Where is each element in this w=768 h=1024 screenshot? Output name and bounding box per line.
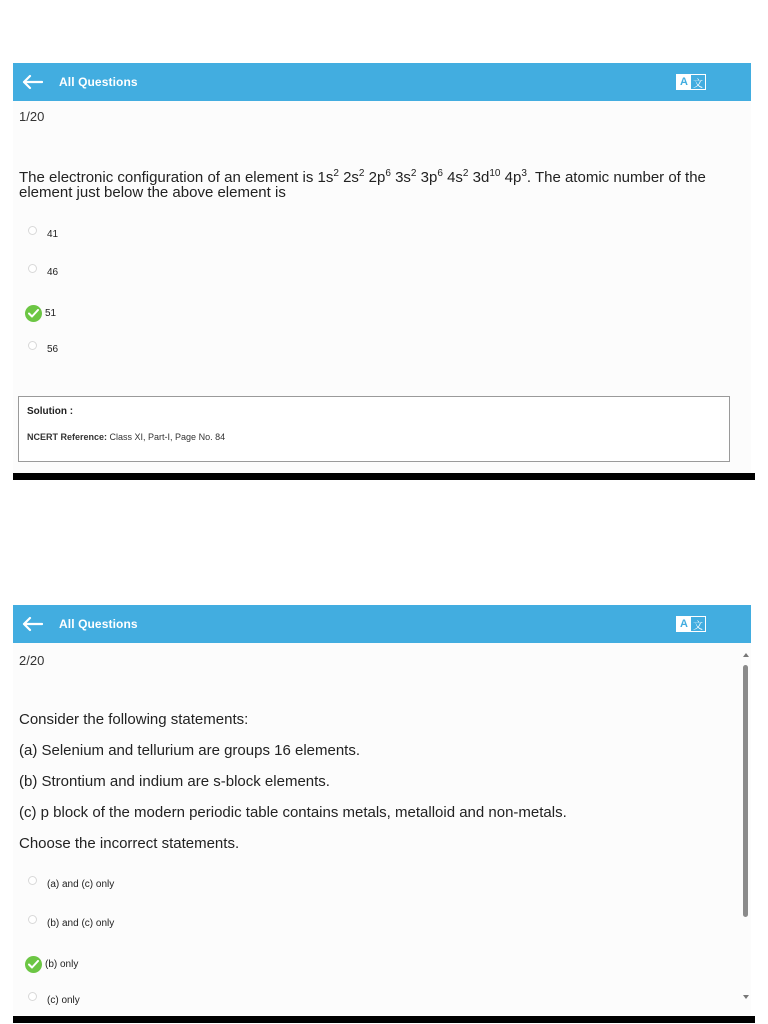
option-label: (a) and (c) only (47, 879, 115, 890)
radio-button[interactable] (28, 992, 37, 1001)
checkmark-icon[interactable] (25, 305, 42, 322)
divider-bar (13, 1016, 755, 1023)
header-title[interactable]: All Questions (59, 617, 138, 631)
answer-option[interactable] (25, 344, 58, 355)
back-arrow-icon[interactable] (21, 614, 45, 634)
config-term (447, 169, 468, 186)
scroll-up-icon[interactable] (743, 653, 749, 657)
config-term-base: 3s (395, 169, 411, 186)
solution-box (18, 396, 730, 462)
answer-option[interactable] (25, 918, 114, 929)
back-arrow-icon[interactable] (21, 72, 45, 92)
question-line: (c) p block of the modern periodic table contains metals, metalloid and non-metals. (19, 804, 567, 821)
config-term-sup: 6 (385, 168, 391, 179)
question-line: (a) Selenium and tellurium are groups 16 elements. (19, 742, 361, 759)
question-counter: 1/20 (19, 109, 45, 124)
config-term (421, 169, 443, 186)
top-bar (13, 63, 751, 101)
question-line: Choose the incorrect statements. (19, 835, 240, 852)
question-panel-2 (13, 605, 751, 1015)
scroll-down-icon[interactable] (743, 995, 749, 999)
divider-bar (13, 473, 755, 480)
question-text (19, 170, 745, 200)
ncert-reference-label: NCERT Reference: (27, 432, 108, 442)
option-label: 41 (47, 229, 59, 240)
config-term-sup: 3 (521, 168, 527, 179)
question-suffix: . The atomic number of the element just below the above element is (19, 169, 706, 201)
answer-option[interactable] (25, 879, 114, 890)
config-term (343, 169, 364, 186)
answer-option[interactable] (25, 995, 80, 1006)
translate-icon[interactable] (676, 616, 706, 632)
radio-button[interactable] (28, 341, 37, 350)
solution-title: Solution : (27, 406, 74, 417)
option-label: (c) only (47, 995, 80, 1006)
option-label: 56 (47, 344, 59, 355)
config-term-sup: 2 (410, 168, 417, 179)
question-counter: 2/20 (19, 653, 45, 668)
question-line: Consider the following statements: (19, 711, 249, 728)
config-term-base: 2p (368, 169, 386, 186)
translate-icon-b: 文 (693, 620, 703, 632)
answer-option[interactable] (25, 956, 78, 973)
config-term-sup: 2 (462, 168, 469, 179)
option-label: 51 (45, 308, 57, 319)
translate-icon-a: A (677, 617, 691, 631)
electron-configuration (318, 169, 527, 186)
config-term-base: 3d (472, 169, 490, 186)
radio-button[interactable] (28, 915, 37, 924)
question-prefix: The electronic configuration of an element is (19, 169, 318, 186)
config-term-sup: 2 (358, 168, 365, 179)
config-term-base: 2s (343, 169, 359, 186)
option-label: (b) and (c) only (47, 918, 115, 929)
answer-option[interactable] (25, 229, 58, 240)
config-term (395, 169, 416, 186)
config-term (505, 169, 527, 186)
scrollbar-thumb[interactable] (743, 665, 748, 917)
config-term-sup: 10 (489, 168, 501, 179)
radio-button[interactable] (28, 876, 37, 885)
ncert-reference-text: Class XI, Part-I, Page No. 84 (107, 432, 226, 442)
config-term-base: 4s (447, 169, 463, 186)
option-label: 46 (47, 267, 59, 278)
header-title[interactable]: All Questions (59, 75, 138, 89)
config-term (318, 169, 339, 186)
question-line: (b) Strontium and indium are s-block elements. (19, 773, 330, 790)
ncert-reference (27, 432, 225, 442)
config-term (473, 169, 501, 186)
radio-button[interactable] (28, 264, 37, 273)
config-term-sup: 2 (333, 168, 339, 179)
answer-option[interactable] (25, 305, 56, 322)
translate-icon[interactable] (676, 74, 706, 90)
translate-icon-b: 文 (693, 78, 703, 90)
config-term-base: 4p (504, 169, 522, 186)
option-label: (b) only (45, 959, 79, 970)
scrollbar[interactable] (742, 647, 750, 1009)
config-term-base: 1s (317, 169, 334, 186)
question-panel-1 (13, 63, 751, 473)
answer-option[interactable] (25, 267, 58, 278)
translate-icon-a: A (677, 75, 691, 89)
config-term (369, 169, 391, 186)
config-term-sup: 6 (437, 168, 443, 179)
config-term-base: 3p (420, 169, 438, 186)
top-bar (13, 605, 751, 643)
checkmark-icon[interactable] (25, 956, 42, 973)
radio-button[interactable] (28, 226, 37, 235)
